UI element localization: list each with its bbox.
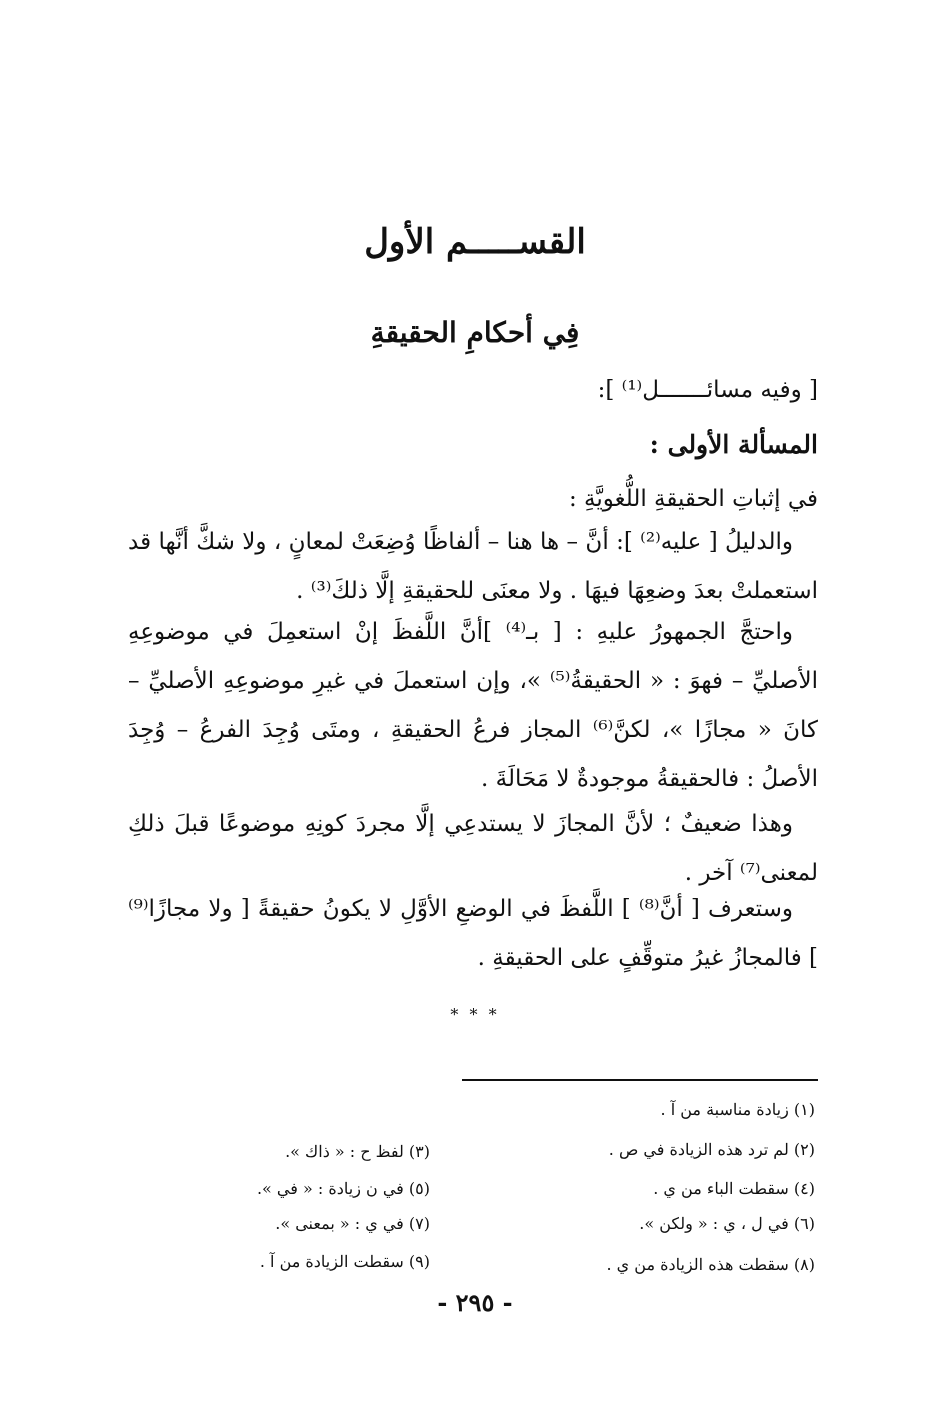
issue-topic: في إثباتِ الحقيقةِ اللُّغويَّةِ : (568, 486, 818, 512)
footnote-8: (٨) سقطت هذه الزيادة من ي . (606, 1255, 815, 1274)
footnote-1: (١) زيادة مناسبة من آ . (660, 1100, 815, 1119)
section-separator: * * * (450, 1005, 500, 1024)
paragraph-4-text: وستعرف [ أنَّ⁽⁸⁾ ] اللَّفظَ في الوضعِ الأوَّلِ لا يكونُ حقيقةً [ ولا مجازًا⁽⁹⁾ ] فالمجازُ غيرُ متوقِّفٍ على الحقيقةِ . (128, 896, 818, 971)
footnote-divider (462, 1079, 818, 1081)
footnote-6: (٦) في ل ، ي : « ولكن ». (639, 1214, 815, 1233)
paragraph-3 (128, 800, 818, 898)
footnote-4: (٤) سقطت الباء من ي . (653, 1179, 815, 1198)
page-number: - ٢٩٥ - (437, 1288, 513, 1317)
footnote-7: (٧) في ي : « بمعنى ». (275, 1214, 430, 1233)
footnote-2: (٢) لم ترد هذه الزيادة في ص . (608, 1140, 815, 1159)
paragraph-4 (128, 885, 818, 983)
paragraph-3-text: وهذا ضعيفٌ ؛ لأنَّ المجازَ لا يستدعِي إلَّا مجردَ كونِهِ موضوعًا قبلَ ذلكِ لمعنى⁽⁷⁾ آخر . (128, 811, 818, 886)
paragraph-1 (128, 518, 818, 616)
section-title: القســـــم الأول (364, 222, 586, 262)
intro-line: [ وفيه مسائـــــــل⁽¹⁾ ]: (597, 377, 818, 403)
paragraph-2 (128, 608, 818, 804)
issue-heading: المسألة الأولى : (649, 430, 818, 459)
footnote-9: (٩) سقطت الزيادة من آ . (259, 1252, 430, 1271)
paragraph-1-text: والدليلُ [ عليه⁽²⁾ ]: أنَّ – ها هنا – ألفاظًا وُضِعَتْ لمعانٍ ، ولا شكَّ أنَّها قد استعملتْ بعدَ وضعِهَا فيهَا . ولا معنَى للحقيقةِ إلَّا ذلكَ⁽³⁾ . (128, 529, 818, 604)
footnote-3: (٣) لفظ ح : « ذاك ». (285, 1142, 430, 1161)
paragraph-2-text: واحتجَّ الجمهورُ عليهِ : [ بـ⁽⁴⁾ ]أنَّ اللَّفظَ إنْ استعمِلَ في موضوعِهِ الأصليِّ – فهوَ : « الحقيقةُ⁽⁵⁾ »، وإن استعملَ في غيرِ موضوعِهِ الأصليِّ – كانَ « مجازًا »، لكنَّ⁽⁶⁾ المجاز فرعُ الحقيقةِ ، ومتَى وُجِدَ الفرعُ – وُجِدَ الأصلُ : فالحقيقةُ موجودةٌ لا مَحَالَةَ . (128, 619, 818, 792)
footnote-5: (٥) في ن زيادة : « في ». (256, 1179, 430, 1198)
section-subtitle: فِي أحكامِ الحقيقةِ (370, 316, 580, 349)
